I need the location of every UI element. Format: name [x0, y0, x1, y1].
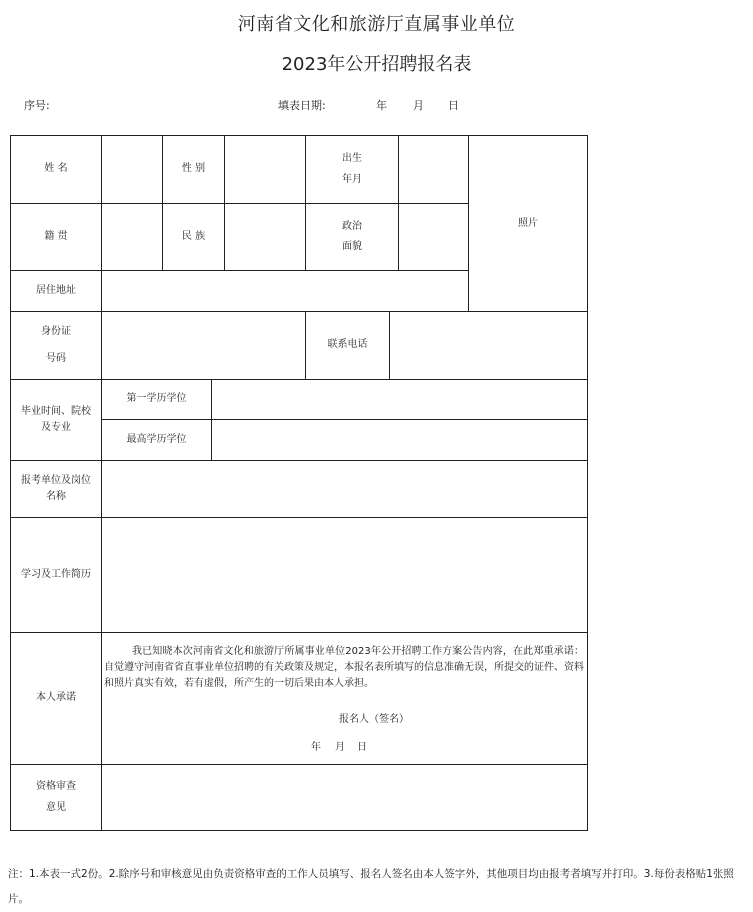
photo-box	[469, 136, 587, 311]
table-line	[211, 379, 212, 461]
table-border	[587, 135, 588, 831]
table-line	[389, 311, 390, 380]
label-birth	[306, 136, 398, 203]
date-day: 日	[448, 99, 459, 112]
label-graduation-line2: 及专业	[41, 421, 71, 433]
label-graduation	[11, 380, 101, 460]
label-graduation-line1: 毕业时间、院校	[21, 406, 91, 417]
label-review-line1: 资格审查	[36, 781, 76, 792]
label-native-place: 籍 贯	[44, 230, 68, 242]
form-title-line1: 河南省文化和旅游厅直属事业单位	[237, 14, 516, 35]
label-resume: 学习及工作简历	[21, 568, 91, 580]
label-id-number	[11, 312, 101, 379]
sign-month: 月	[335, 742, 345, 753]
label-birth-line1: 出生	[342, 153, 362, 164]
table-line	[101, 135, 102, 831]
label-political	[306, 204, 398, 270]
date-label: 填表日期:	[278, 99, 326, 112]
label-position-line1: 报考单位及岗位	[21, 475, 91, 486]
date-month: 月	[413, 99, 424, 112]
label-highest-degree: 最高学历学位	[126, 433, 187, 445]
label-id-line2: 号码	[46, 352, 66, 364]
label-ethnicity: 民 族	[181, 230, 206, 242]
form-title-line2: 2023年公开招聘报名表	[281, 54, 472, 75]
label-name: 姓 名	[44, 163, 68, 175]
label-position-line2: 名称	[46, 490, 66, 502]
commitment-text: 我已知晓本次河南省文化和旅游厅所属事业单位2023年公开招聘工作方案公告内容，在此郑重承诺：自觉遵守河南省省直事业单位招聘的有关政策及规定，本报名表所填写的信息准确无误，所提交的证件、资料和照片真实有效，若有虚假，所产生的一切后果由本人承担。	[104, 646, 584, 689]
table-line	[224, 135, 225, 271]
label-address: 居住地址	[36, 284, 76, 296]
label-position	[11, 461, 101, 517]
serial-label: 序号:	[24, 99, 50, 112]
label-political-line2: 面貌	[342, 241, 362, 252]
label-id-line1: 身份证	[41, 326, 71, 337]
table-line	[398, 135, 399, 271]
sign-year: 年	[311, 742, 321, 753]
label-review-line2: 意见	[46, 801, 66, 813]
photo-label: 照片	[518, 218, 538, 229]
label-gender: 性 别	[181, 163, 206, 175]
label-review	[11, 765, 101, 830]
sign-day: 日	[357, 742, 367, 753]
label-phone: 联系电话	[327, 339, 368, 351]
label-political-line1: 政治	[342, 220, 362, 232]
date-year: 年	[376, 99, 387, 112]
label-birth-line2: 年月	[342, 173, 362, 185]
table-border	[10, 830, 587, 831]
footer-note: 注：1.本表一式2份。2.除序号和审核意见由负责资格审查的工作人员填写、报名人签名由本人签字外，其他项目均由报考者填写并打印。3.每份表格贴1张照片。	[8, 868, 734, 905]
label-first-degree: 第一学历学位	[126, 393, 187, 405]
signature-label: 报名人（签名）	[339, 714, 409, 725]
label-commitment: 本人承诺	[36, 692, 76, 704]
